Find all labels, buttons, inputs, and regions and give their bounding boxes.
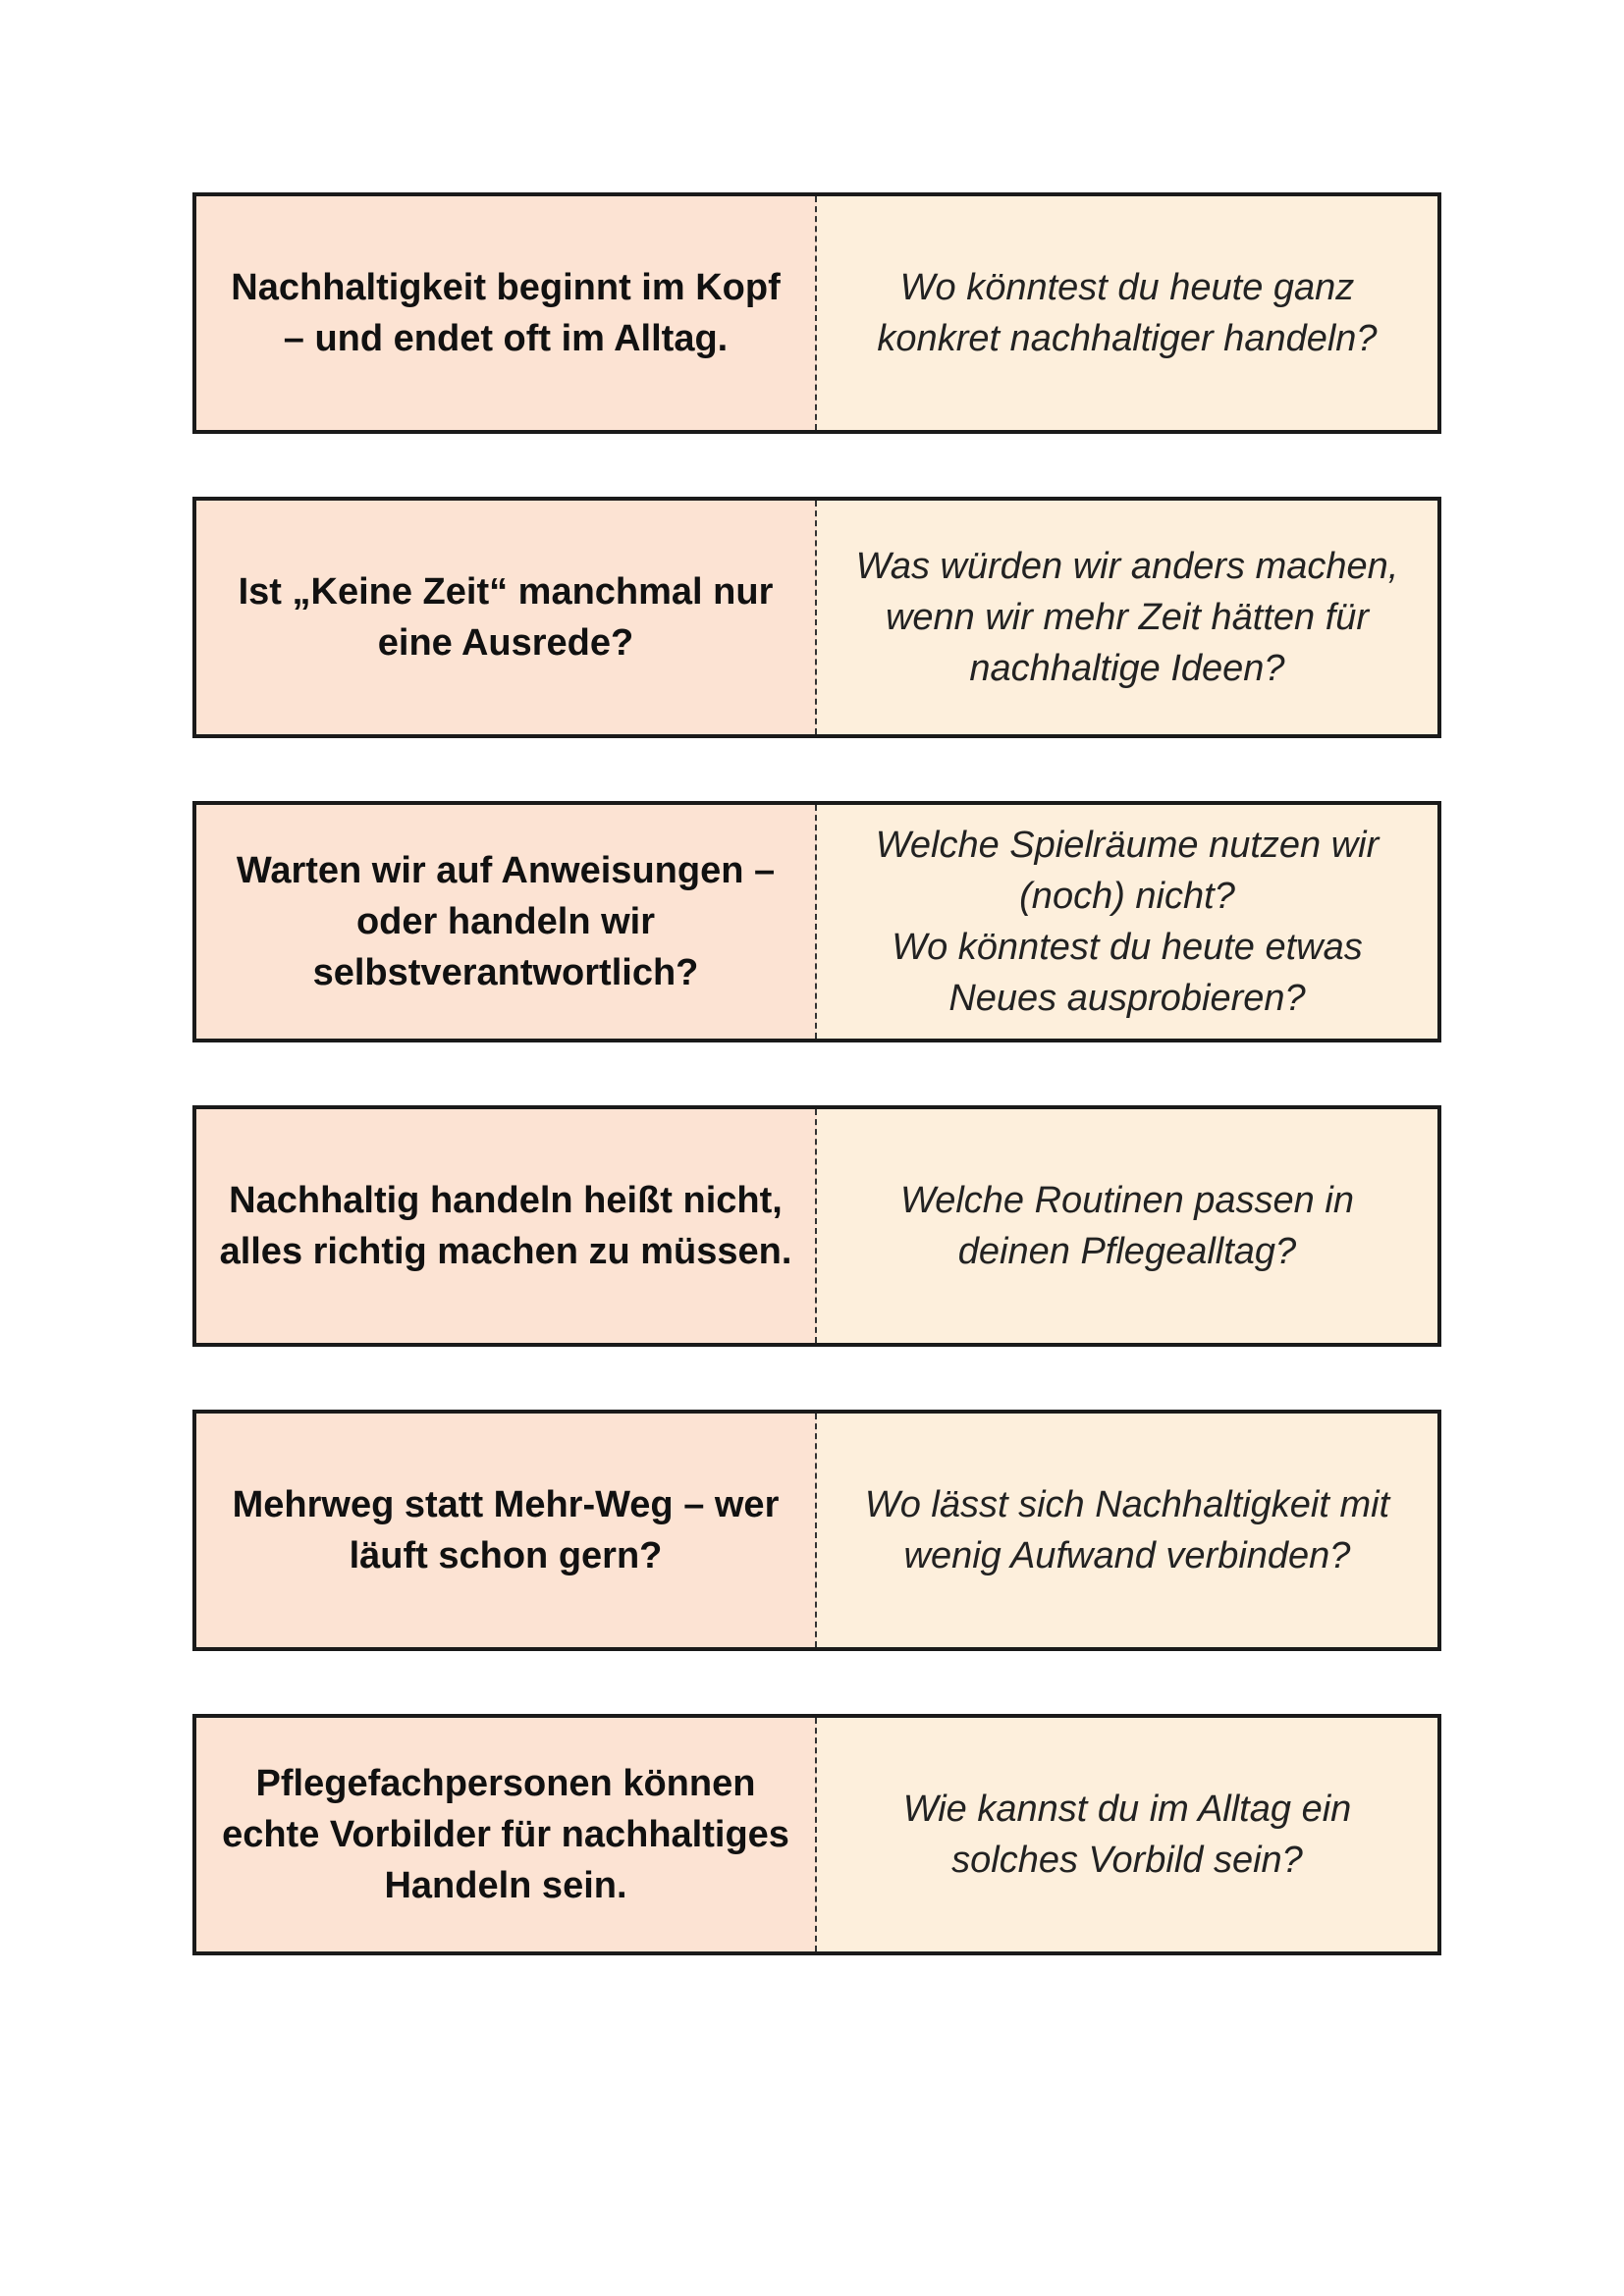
card-front [196,1718,817,1951]
card-back [817,1414,1437,1647]
card-question: Wie kannst du im Alltag ein solches Vorbild sein? [902,1789,1352,1881]
card-front [196,1414,817,1647]
card-back [817,501,1437,734]
card-5 [192,1410,1441,1651]
card-question: Wo könntest du heute ganz konkret nachhaltiger handeln? [877,267,1378,359]
card-statement: Mehrweg statt Mehr-Weg – wer läuft schon gern? [232,1484,780,1576]
card-3 [192,801,1441,1042]
card-6 [192,1714,1441,1955]
card-back [817,1718,1437,1951]
card-1 [192,192,1441,434]
card-statement: Pflegefachpersonen können echte Vorbilder für nachhaltiges Handeln sein. [222,1763,789,1906]
card-question: Welche Routinen passen in deinen Pflegealltag? [900,1180,1354,1272]
card-front [196,805,817,1039]
card-front [196,1109,817,1343]
card-question: Welche Spielräume nutzen wir (noch) nicht? Wo könntest du heute etwas Neues ausprobieren? [875,825,1380,1019]
card-back [817,805,1437,1039]
card-statement: Nachhaltig handeln heißt nicht, alles richtig machen zu müssen. [219,1180,792,1272]
card-statement: Nachhaltigkeit beginnt im Kopf – und endet oft im Alltag. [231,267,781,359]
card-4 [192,1105,1441,1347]
card-back [817,1109,1437,1343]
card-question: Wo lässt sich Nachhaltigkeit mit wenig Aufwand verbinden? [864,1484,1390,1576]
card-front [196,196,817,430]
card-2 [192,497,1441,738]
card-statement: Ist „Keine Zeit“ manchmal nur eine Ausrede? [238,571,774,664]
card-front [196,501,817,734]
card-back [817,196,1437,430]
card-sheet [192,192,1441,1955]
card-question: Was würden wir anders machen, wenn wir mehr Zeit hätten für nachhaltige Ideen? [855,546,1399,689]
card-statement: Warten wir auf Anweisungen – oder handeln wir selbstverantwortlich? [236,850,776,993]
